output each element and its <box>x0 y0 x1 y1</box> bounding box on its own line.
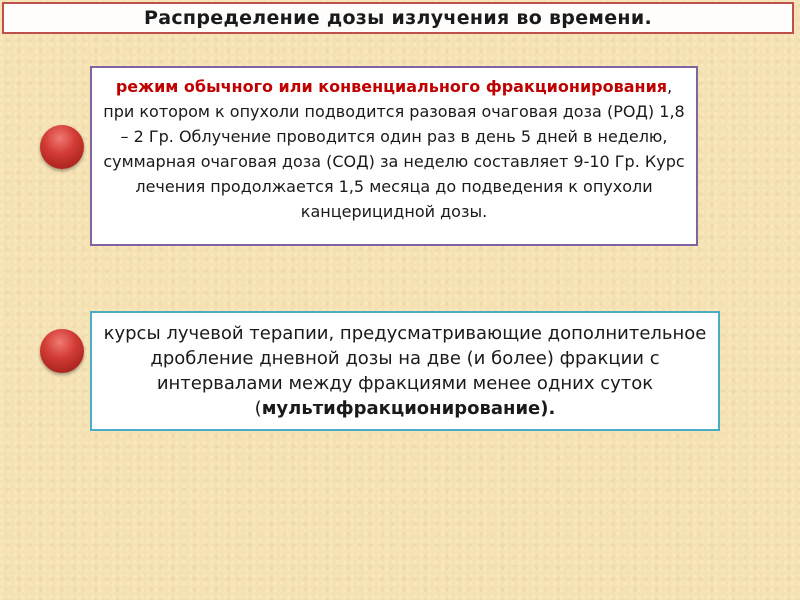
red-circle-bullet-icon <box>40 125 84 169</box>
card-1-highlight: режим обычного или конвенциального фракционирования <box>115 77 668 96</box>
red-circle-bullet-icon <box>40 329 84 373</box>
card-1-text: , при котором к опухоли подводится разовая очаговая доза (РОД) 1,8 – 2 Гр. Облучение проводится один раз в день 5 дней в неделю, суммарная очаговая доза (СОД) за неделю составляет 9-10 Гр. Курс лечения продолжается 1,5 месяца до подведения к опухоли канцерицидной дозы. <box>103 77 685 221</box>
title-box <box>2 2 794 34</box>
card-multifractionation <box>90 311 720 431</box>
slide-title: Распределение дозы излучения во времени. <box>144 7 652 29</box>
card-conventional-fractionation <box>90 66 698 246</box>
card-2-text: курсы лучевой терапии, предусматривающие дополнительное дробление дневной дозы на две (и более) фракции с интервалами между фракциями менее одних суток ( <box>103 323 707 419</box>
card-2-highlight: мультифракционирование). <box>261 398 556 419</box>
